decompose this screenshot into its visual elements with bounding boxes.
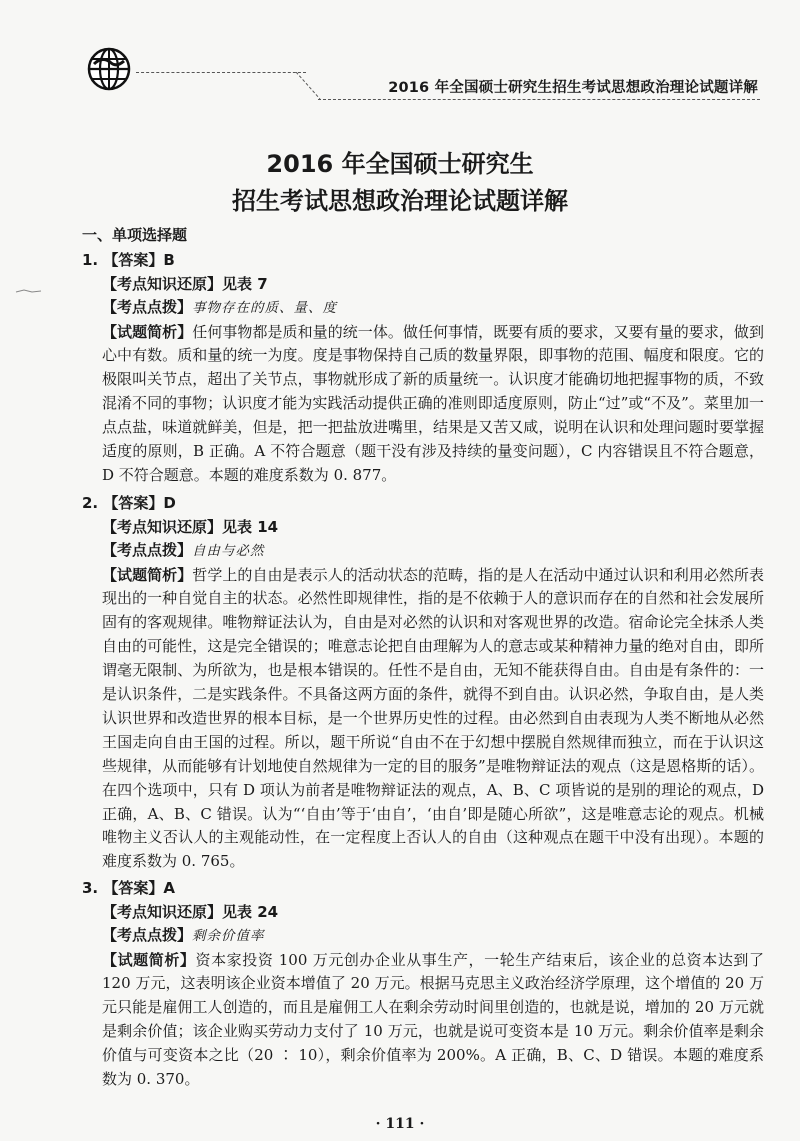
answer-label: 【答案】 bbox=[103, 251, 164, 269]
question-number: 1. bbox=[82, 251, 99, 269]
point-label: 【考点点拨】 bbox=[102, 541, 193, 559]
answer-value: D bbox=[163, 494, 176, 512]
answer-label: 【答案】 bbox=[103, 879, 164, 897]
answer-value: A bbox=[163, 879, 175, 897]
globe-icon bbox=[86, 46, 132, 92]
page-title-line-1: 2016 年全国硕士研究生 bbox=[266, 150, 534, 178]
running-head: 2016 年全国硕士研究生招生考试思想政治理论试题详解 bbox=[388, 80, 758, 96]
knowledge-value: 见表 7 bbox=[222, 274, 268, 293]
question-number: 3. bbox=[82, 879, 99, 897]
question-1 bbox=[82, 249, 764, 488]
header-slant-line bbox=[296, 72, 326, 100]
analysis-text: 资本家投资 100 万元创办企业从事生产，一轮生产结束后，该企业的总资本达到了 120 万元，这表明该企业资本增值了 20 万元。根据马克思主义政治经济学原理，这个增值的 20 万元只能是雇佣工人创造的，而且是雇佣工人在剩余劳动时间里创造的，也就是说，增加的 20 万元就是剩余价值；该企业购买劳动力支付了 10 万元，也就是说可变资本是 10 万元。剩余价值率是剩余价值与可变资本之比（20 ∶ 10），剩余价值率为 200%。A 正确，B、C、D 错误。本题的难度系数为 0. 370。 bbox=[102, 950, 764, 1089]
point-label: 【考点点拨】 bbox=[102, 298, 193, 316]
knowledge-label: 【考点知识还原】 bbox=[102, 902, 223, 921]
point-label: 【考点点拨】 bbox=[102, 926, 193, 944]
analysis-paragraph bbox=[82, 949, 764, 1092]
analysis-paragraph bbox=[82, 564, 764, 875]
knowledge-label: 【考点知识还原】 bbox=[102, 517, 223, 536]
point-value: 剩余价值率 bbox=[192, 928, 265, 944]
point-value: 自由与必然 bbox=[192, 543, 265, 559]
question-number: 2. bbox=[82, 494, 99, 512]
analysis-label: 【试题简析】 bbox=[102, 565, 193, 584]
page-title-line-2: 招生考试思想政治理论试题详解 bbox=[232, 187, 568, 215]
header-rule bbox=[318, 99, 760, 100]
margin-scribble bbox=[14, 286, 44, 296]
analysis-paragraph bbox=[82, 321, 764, 488]
knowledge-label: 【考点知识还原】 bbox=[102, 274, 223, 293]
question-3 bbox=[82, 877, 764, 1092]
header-dashed-line bbox=[136, 72, 306, 73]
knowledge-value: 见表 24 bbox=[222, 902, 279, 921]
analysis-label: 【试题简析】 bbox=[102, 322, 193, 341]
analysis-text: 哲学上的自由是表示人的活动状态的范畴，指的是人在活动中通过认识和利用必然所表现出的一种自觉自主的状态。必然性即规律性，指的是不依赖于人的意识而存在的自然和社会发展所固有的客观规律。唯物辩证法认为，自由是对必然的认识和对客观世界的改造。宿命论完全抹杀人类自由的可能性，这是完全错误的；唯意志论把自由理解为人的意志或某种精神力量的绝对自由，即所谓毫无限制、为所欲为，也是根本错误的。任性不是自由，无知不能获得自由。自由是有条件的：一是认识条件，二是实践条件。不具备这两方面的条件，就得不到自由。认识必然，争取自由，是人类认识世界和改造世界的根本目标，是一个世界历史性的过程。由必然到自由表现为人类不断地从必然王国走向自由王国的过程。所以，题干所说“自由不在于幻想中摆脱自然规律而独立，而在于认识这些规律，从而能够有计划地使自然规律为一定的目的服务”是唯物辩证法的观点（这是恩格斯的话）。在四个选项中，只有 D 项认为前者是唯物辩证法的观点，A、B、C 项皆说的是别的理论的观点，D 正确，A、B、C 错误。认为“‘自由’等于‘由自’，‘由自’即是随心所欲”，这是唯意志论的观点。机械唯物主义否认人的主观能动性，在一定程度上否认人的自由（这种观点在题干中没有出现）。本题的难度系数为 0. 765。 bbox=[102, 565, 764, 871]
knowledge-value: 见表 14 bbox=[222, 517, 279, 536]
section-heading: 一、单项选择题 bbox=[82, 226, 188, 244]
question-2 bbox=[82, 492, 764, 874]
page-number: · 111 · bbox=[375, 1116, 425, 1132]
answer-value: B bbox=[163, 251, 175, 269]
analysis-text: 任何事物都是质和量的统一体。做任何事情，既要有质的要求，又要有量的要求，做到心中有数。质和量的统一为度。度是事物保持自己质的数量界限，即事物的范围、幅度和限度。它的极限叫关节点，超出了关节点，事物就形成了新的质量统一。认识度才能确切地把握事物的质，不致混淆不同的事物；认识度才能为实践活动提供正确的准则即适度原则，防止“过”或“不及”。菜里加一点点盐，味道就鲜美，但是，把一把盐放进嘴里，结果是又苦又咸，说明在认识和处理问题时要掌握适度的原则，B 正确。A 不符合题意（题干没有涉及持续的量变问题），C 内容错误且不符合题意，D 不符合题意。本题的难度系数为 0. 877。 bbox=[102, 322, 764, 484]
point-value: 事物存在的质、量、度 bbox=[192, 300, 338, 316]
answer-label: 【答案】 bbox=[103, 494, 164, 512]
analysis-label: 【试题简析】 bbox=[102, 950, 196, 969]
